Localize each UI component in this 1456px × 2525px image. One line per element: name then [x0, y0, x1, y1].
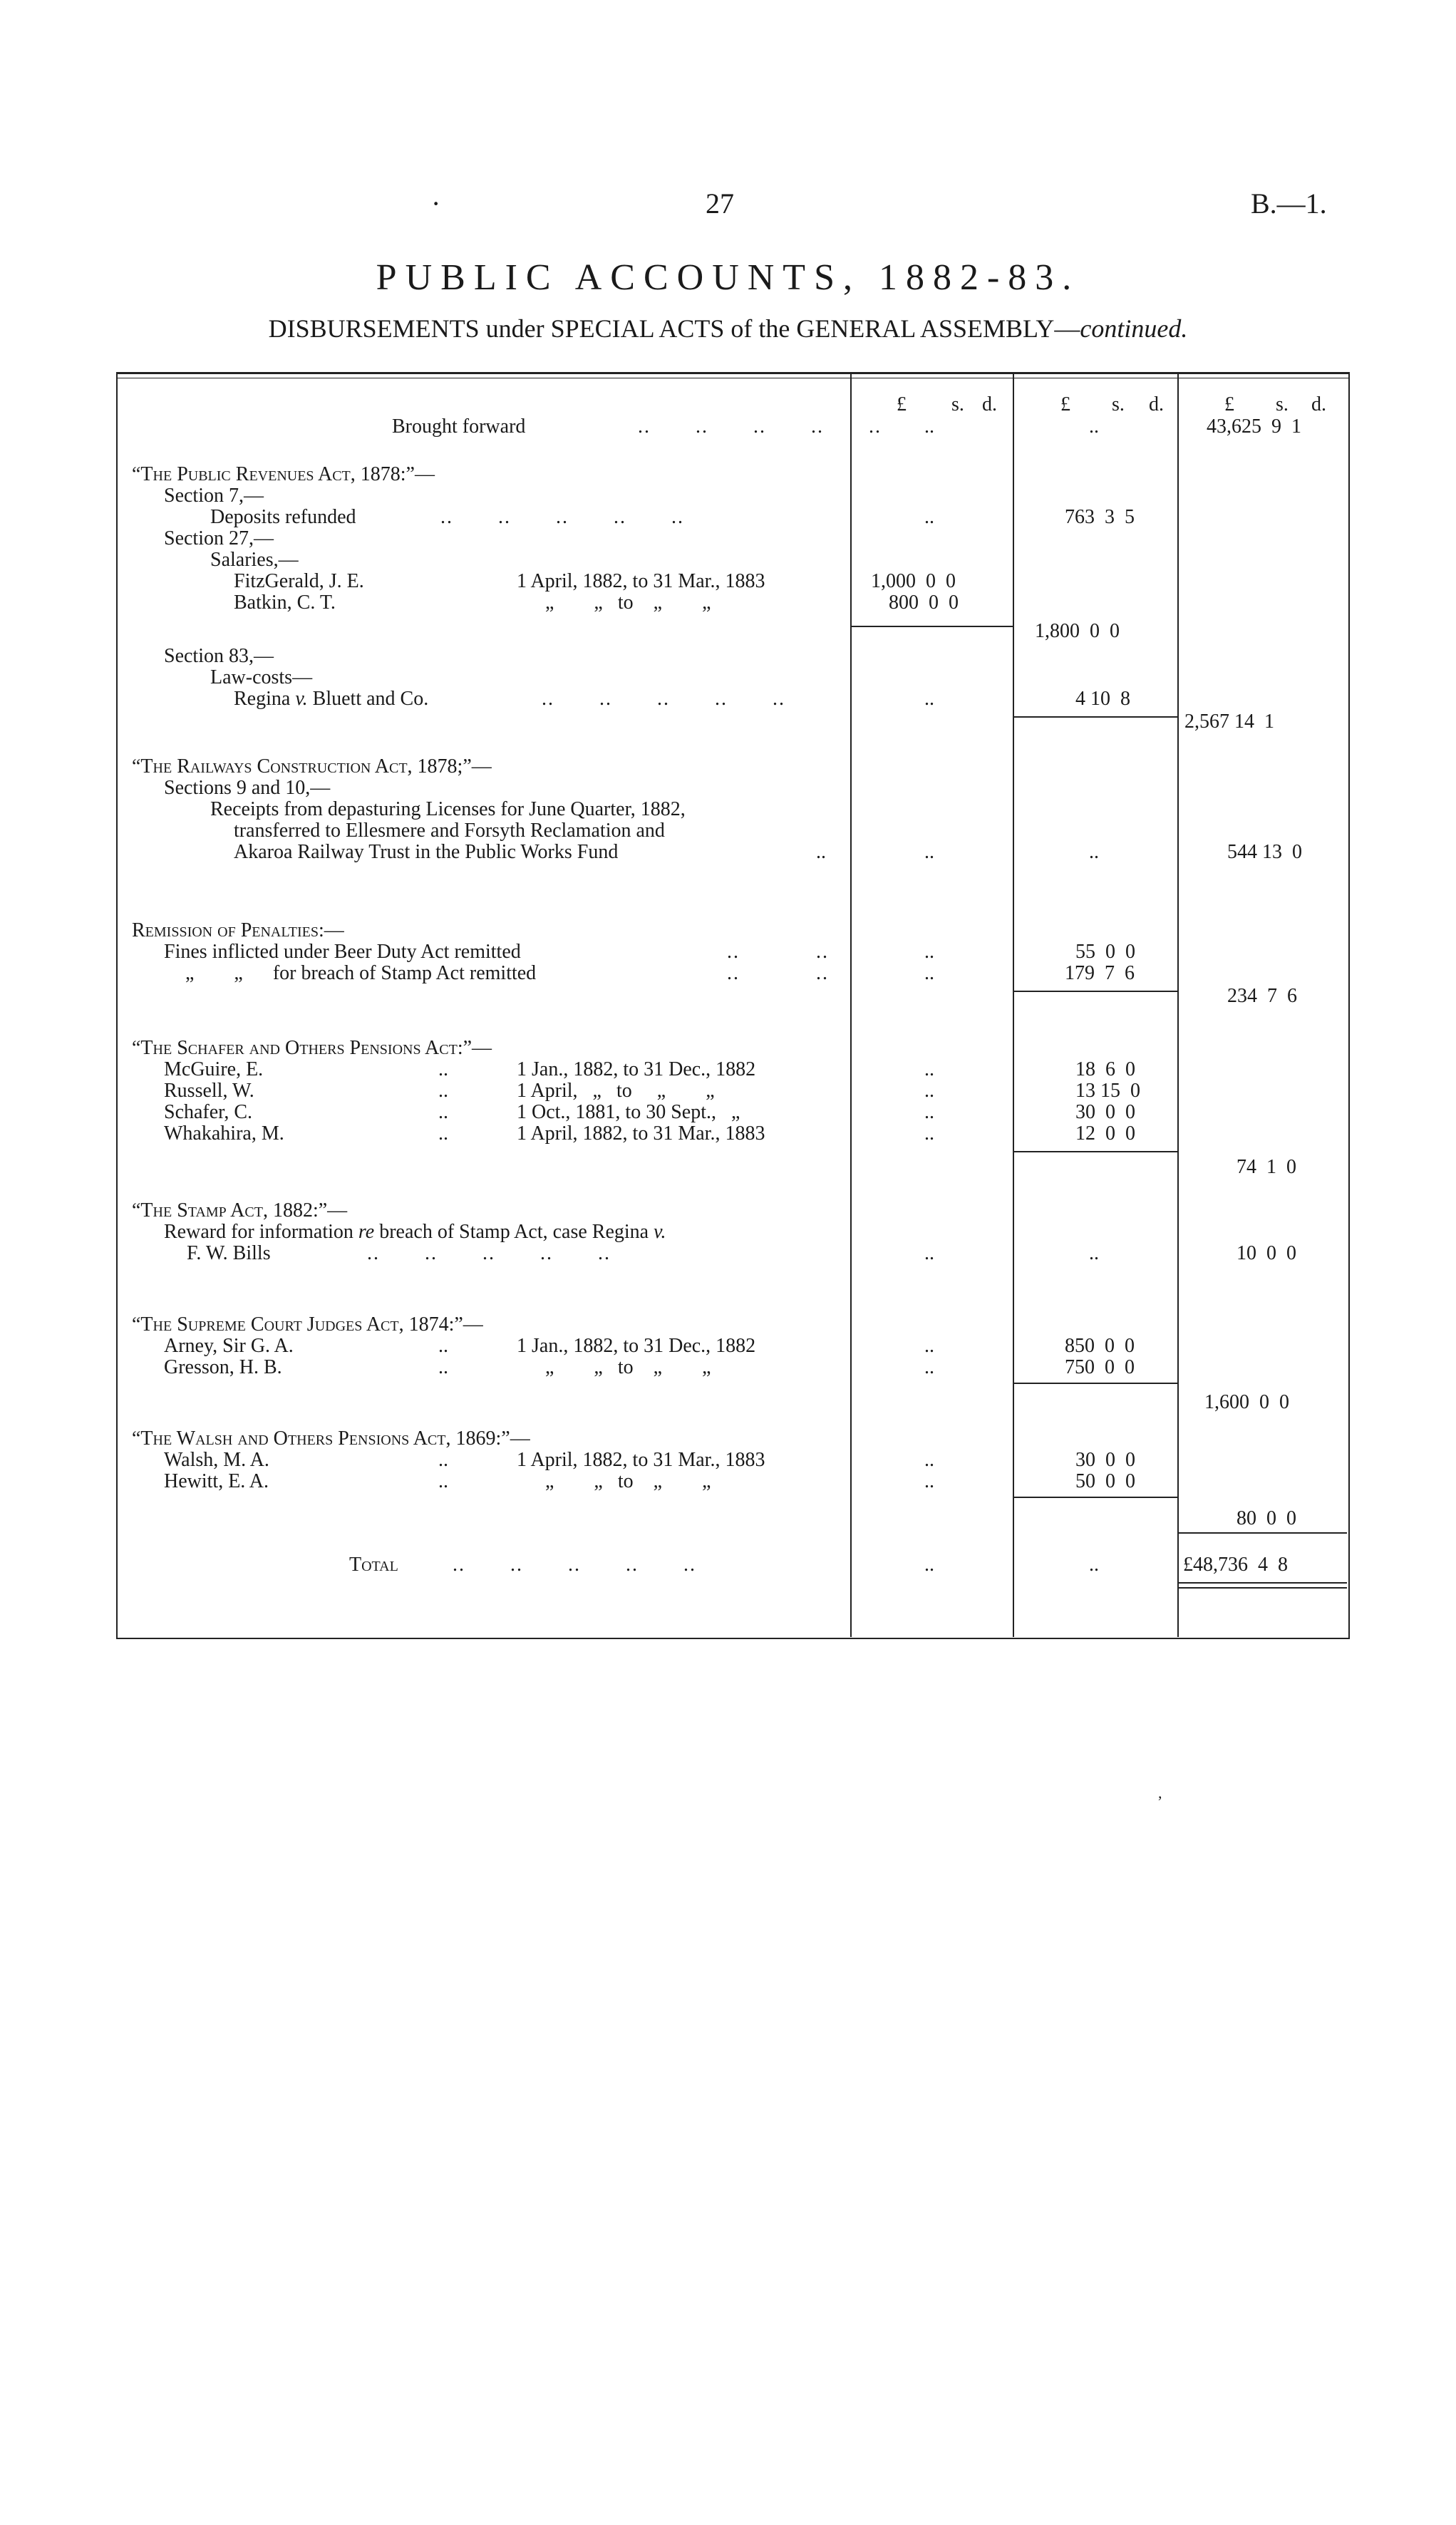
- stamp-fines-label: „ „ for breach of Stamp Act remitted: [185, 962, 537, 984]
- total-label: Total: [349, 1554, 398, 1576]
- deposits-col2: 763 3 5: [1065, 506, 1135, 528]
- page-subtitle: [0, 314, 1456, 344]
- col3-shilling-header: s.: [1276, 393, 1289, 415]
- leader-dots: ..: [816, 941, 829, 963]
- subtitle-main: DISBURSEMENTS under SPECIAL ACTS of the GENERAL ASSEMBLY—: [268, 314, 1080, 343]
- grand-total: £48,736 4 8: [1183, 1554, 1288, 1576]
- receipts-dots: ..: [816, 841, 826, 863]
- stamp-fines-col2: 179 7 6: [1065, 962, 1135, 984]
- batkin-period: „ „ to „ „: [545, 592, 711, 614]
- walsh-name: Walsh, M. A.: [164, 1449, 269, 1471]
- header-dot: ·: [431, 187, 441, 220]
- whakahira-col2: 12 0 0: [1075, 1122, 1135, 1145]
- arney-period: 1 Jan., 1882, to 31 Dec., 1882: [517, 1335, 756, 1357]
- fitzgerald-col1: 1,000 0 0: [871, 570, 956, 592]
- pension-dots: ..: [438, 1101, 448, 1123]
- pension-dots: ..: [438, 1335, 448, 1357]
- section-title: “The Walsh and Others Pensions Act, 1869:”—: [132, 1427, 530, 1450]
- section-title: “The Railways Construction Act, 1878;”—: [132, 755, 492, 778]
- batkin-name: Batkin, C. T.: [234, 592, 336, 614]
- supreme-court-total: 1,600 0 0: [1204, 1391, 1289, 1413]
- schafer-act-total: 74 1 0: [1236, 1156, 1296, 1178]
- col2-pound-header: £: [1060, 393, 1070, 415]
- section-title: “The Schafer and Others Pensions Act:”—: [132, 1037, 492, 1059]
- gresson-period: „ „ to „ „: [545, 1356, 711, 1378]
- reward-col2: ..: [1089, 1242, 1099, 1264]
- section-7-label: Section 7,—: [164, 485, 264, 507]
- regina-col2: 4 10 8: [1075, 688, 1130, 710]
- deposits-col1: ..: [924, 506, 934, 528]
- russell-col2: 13 15 0: [1075, 1080, 1140, 1102]
- grand-total-rule: [1179, 1587, 1347, 1589]
- leader-dots: .. .. .. .. ..: [542, 688, 785, 710]
- gresson-col2: 750 0 0: [1065, 1356, 1135, 1378]
- mcguire-col1: ..: [924, 1058, 934, 1080]
- batkin-col1: 800 0 0: [889, 592, 959, 614]
- schafer-name: Schafer, C.: [164, 1101, 253, 1123]
- total-top-rule: [1179, 1532, 1347, 1534]
- col2-pence-header: d.: [1149, 393, 1164, 415]
- public-revenues-total: 2,567 14 1: [1184, 711, 1274, 733]
- mcguire-name: McGuire, E.: [164, 1058, 264, 1080]
- receipts-col2: ..: [1089, 841, 1099, 863]
- leader-dots: .. .. .. .. ..: [453, 1554, 696, 1576]
- col3-pound-header: £: [1224, 393, 1234, 415]
- schafer-col2: 30 0 0: [1075, 1101, 1135, 1123]
- pension-dots: ..: [438, 1122, 448, 1145]
- leader-dots: ..: [727, 962, 740, 984]
- hewitt-col2: 50 0 0: [1075, 1470, 1135, 1492]
- stamp-fines-col1: ..: [924, 962, 934, 984]
- receipts-line-3: Akaroa Railway Trust in the Public Works Fund: [234, 841, 619, 863]
- schafer-period: 1 Oct., 1881, to 30 Sept., „: [517, 1101, 740, 1123]
- brought-forward-col3: 43,625 9 1: [1207, 415, 1301, 438]
- beer-label: Fines inflicted under Beer Duty Act remitted: [164, 941, 521, 963]
- hewitt-name: Hewitt, E. A.: [164, 1470, 269, 1492]
- whakahira-period: 1 April, 1882, to 31 Mar., 1883: [517, 1122, 765, 1145]
- reward-col1: ..: [924, 1242, 934, 1264]
- receipts-line-1: Receipts from depasturing Licenses for June Quarter, 1882,: [210, 798, 686, 820]
- deposits-label: Deposits refunded: [210, 506, 356, 528]
- mcguire-period: 1 Jan., 1882, to 31 Dec., 1882: [517, 1058, 756, 1080]
- total-col1: ..: [924, 1554, 934, 1576]
- section-title: “The Supreme Court Judges Act, 1874:”—: [132, 1313, 483, 1336]
- subtotal-rule: [1014, 1383, 1177, 1384]
- regina-col1: ..: [924, 688, 934, 710]
- brought-forward-col1: ..: [924, 415, 934, 438]
- col2-shilling-header: s.: [1112, 393, 1125, 415]
- brought-forward-label: Brought forward: [392, 415, 526, 438]
- fitzgerald-name: FitzGerald, J. E.: [234, 570, 364, 592]
- arney-col1: ..: [924, 1335, 934, 1357]
- leader-dots: .. .. .. .. ..: [440, 506, 684, 528]
- russell-name: Russell, W.: [164, 1080, 254, 1102]
- russell-period: 1 April, „ to „ „: [517, 1080, 715, 1102]
- brought-forward-col2: ..: [1089, 415, 1099, 438]
- pension-dots: ..: [438, 1470, 448, 1492]
- page-number: 27: [706, 187, 734, 220]
- page-title: PUBLIC ACCOUNTS, 1882-83.: [376, 257, 1080, 298]
- receipts-col3: 544 13 0: [1227, 841, 1302, 863]
- walsh-period: 1 April, 1882, to 31 Mar., 1883: [517, 1449, 765, 1471]
- gresson-col1: ..: [924, 1356, 934, 1378]
- reward-col3: 10 0 0: [1236, 1242, 1296, 1264]
- col-divider-2: [1013, 372, 1014, 1637]
- schafer-col1: ..: [924, 1101, 934, 1123]
- reward-line-2: F. W. Bills: [187, 1242, 271, 1264]
- mcguire-col2: 18 6 0: [1075, 1058, 1135, 1080]
- gresson-name: Gresson, H. B.: [164, 1356, 282, 1378]
- walsh-col1: ..: [924, 1449, 934, 1471]
- col1-shilling-header: s.: [951, 393, 964, 415]
- hewitt-col1: ..: [924, 1470, 934, 1492]
- whakahira-name: Whakahira, M.: [164, 1122, 284, 1145]
- section-title: Remission of Penalties:—: [132, 919, 344, 941]
- remission-total: 234 7 6: [1227, 985, 1297, 1007]
- subtotal-rule: [1014, 1497, 1177, 1498]
- reward-line-1: Reward for information re breach of Stamp Act, case Regina v.: [164, 1221, 666, 1243]
- beer-col1: ..: [924, 941, 934, 963]
- beer-col2: 55 0 0: [1075, 941, 1135, 963]
- russell-col1: ..: [924, 1080, 934, 1102]
- col-divider-1: [850, 372, 852, 1637]
- pension-dots: ..: [438, 1058, 448, 1080]
- subtitle-continued: continued.: [1080, 314, 1188, 343]
- subtotal-rule: [1014, 716, 1177, 718]
- walsh-act-total: 80 0 0: [1236, 1507, 1296, 1529]
- regina-label: Regina v. Bluett and Co.: [234, 688, 429, 710]
- receipts-col1: ..: [924, 841, 934, 863]
- document-ref: B.—1.: [1251, 187, 1327, 220]
- col-divider-3: [1177, 372, 1179, 1637]
- sections-9-10-label: Sections 9 and 10,—: [164, 777, 331, 799]
- total-col2: ..: [1089, 1554, 1099, 1576]
- section-27-label: Section 27,—: [164, 527, 274, 549]
- section-83-label: Section 83,—: [164, 645, 274, 667]
- hewitt-period: „ „ to „ „: [545, 1470, 711, 1492]
- salaries-total: 1,800 0 0: [1035, 620, 1120, 642]
- salaries-label: Salaries,—: [210, 549, 299, 571]
- whakahira-col1: ..: [924, 1122, 934, 1145]
- law-costs-label: Law-costs—: [210, 666, 313, 688]
- subtotal-rule: [852, 626, 1013, 627]
- leader-dots: ..: [727, 941, 740, 963]
- fitzgerald-period: 1 April, 1882, to 31 Mar., 1883: [517, 570, 765, 592]
- receipts-line-2: transferred to Ellesmere and Forsyth Reclamation and: [234, 820, 665, 842]
- arney-col2: 850 0 0: [1065, 1335, 1135, 1357]
- pension-dots: ..: [438, 1449, 448, 1471]
- subtotal-rule: [1014, 991, 1177, 992]
- section-title: “The Public Revenues Act, 1878:”—: [132, 463, 435, 485]
- leader-dots: ..: [816, 962, 829, 984]
- col3-pence-header: d.: [1311, 393, 1326, 415]
- pension-dots: ..: [438, 1080, 448, 1102]
- pension-dots: ..: [438, 1356, 448, 1378]
- col1-pence-header: d.: [982, 393, 997, 415]
- leader-dots: .. .. .. .. ..: [638, 415, 882, 438]
- section-title: “The Stamp Act, 1882:”—: [132, 1199, 348, 1222]
- leader-dots: .. .. .. .. ..: [367, 1242, 611, 1264]
- grand-total-rule: [1179, 1582, 1347, 1584]
- arney-name: Arney, Sir G. A.: [164, 1335, 294, 1357]
- stray-mark: ,: [1158, 1784, 1162, 1802]
- subtotal-rule: [1014, 1151, 1177, 1152]
- col1-pound-header: £: [897, 393, 907, 415]
- walsh-col2: 30 0 0: [1075, 1449, 1135, 1471]
